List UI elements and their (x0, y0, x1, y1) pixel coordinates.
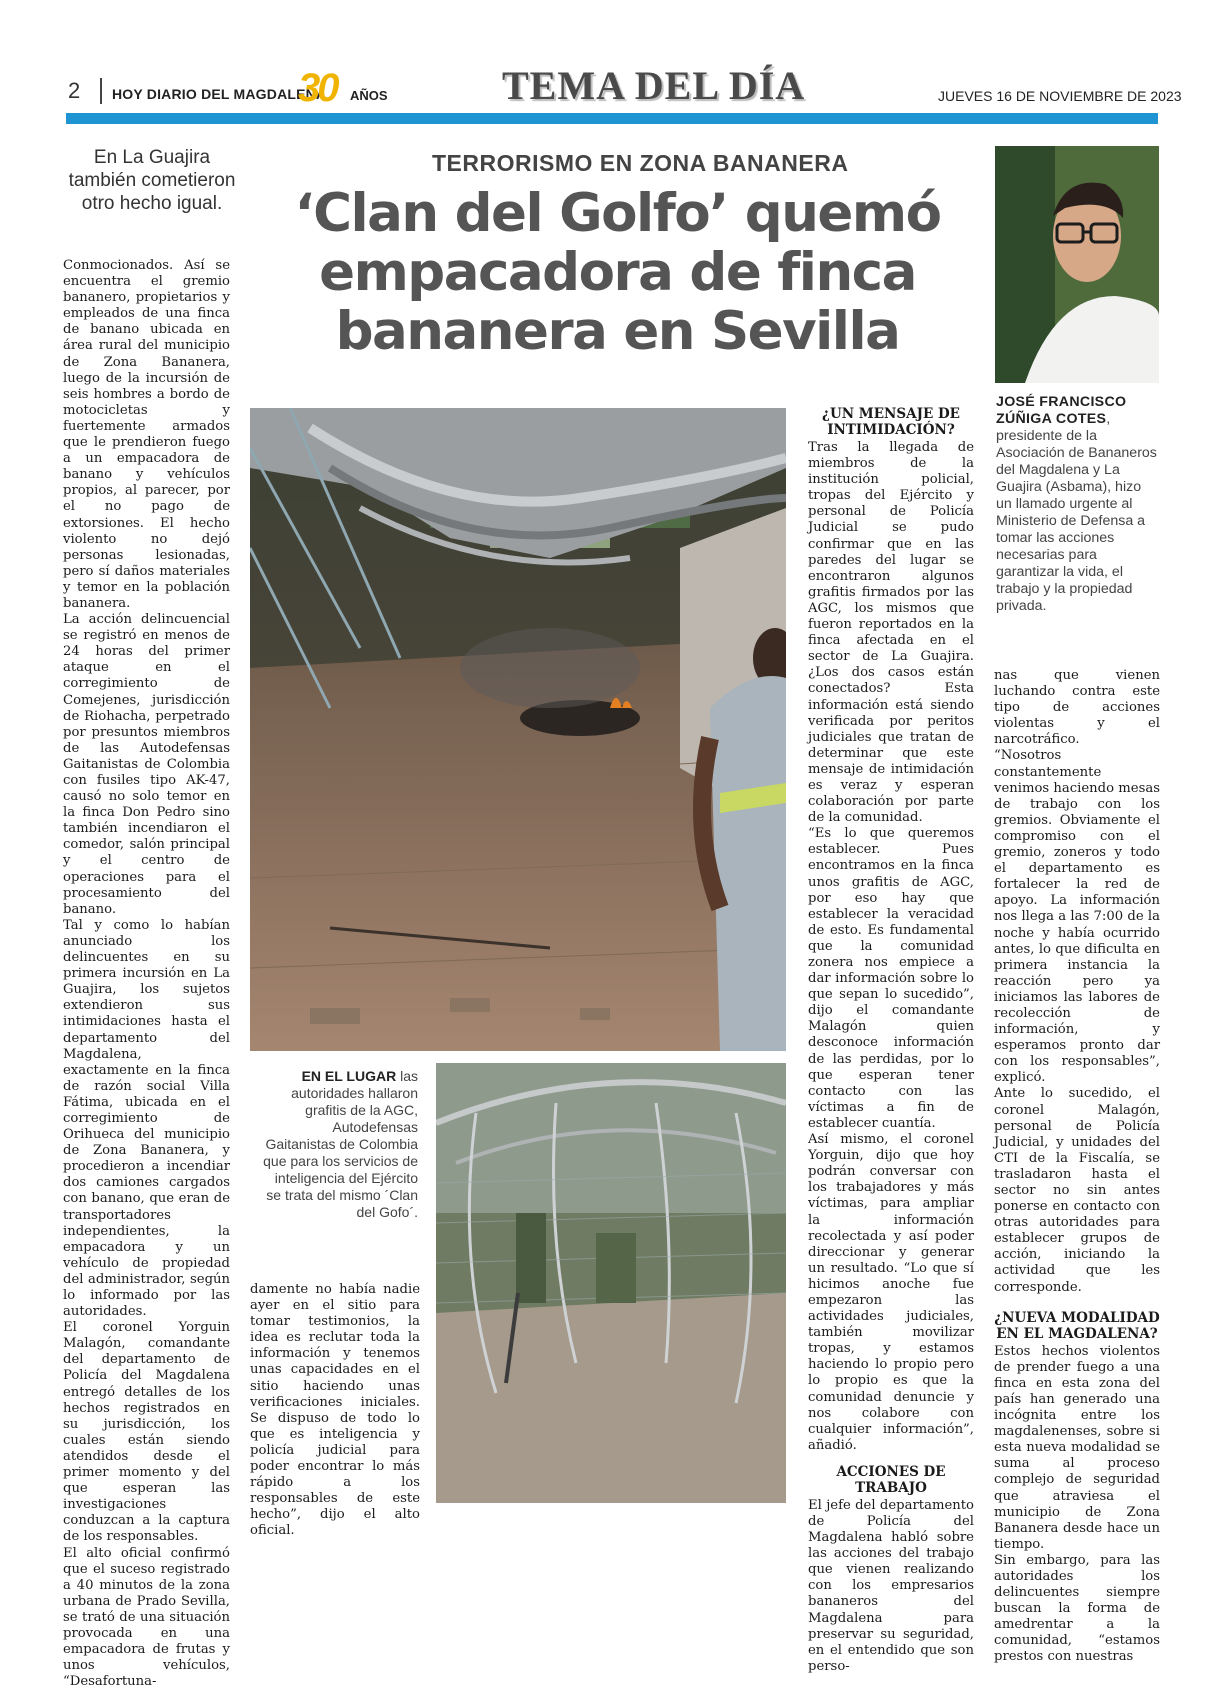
paragraph: La acción delincuencial se registró en menos de 24 horas del primer ataque en el corregimiento de Comejenes, jurisdicción de Riohacha, perpetrado por presuntos miembros de las Autodefensas Gaitanistas de Colombia con fusiles tipo AK-47, causó no solo temor en la finca Don Pedro sino también incendiaron el comedor, salón principal y el centro de operaciones para el procesamiento del banano. (63, 612, 230, 918)
anniversary-word: AÑOS (350, 88, 388, 103)
article-column-4 (994, 668, 1160, 1666)
paragraph: Ante lo sucedido, el coronel Malagón, personal de Policía Judicial, y unidades del CTI de la Fiscalía, se trasladaron hasta el sector no sin antes ponerse en contacto con otras autoridades para establecer grupos de acción, iniciando la actividad que les corresponde. (994, 1086, 1160, 1295)
paragraph: El coronel Yorguin Malagón, comandante del departamento de Policía del Magdalena entregó detalles de los hechos registrados en su jurisdicción, los cuales están siendo atendidos desde el primer momento y del que esperan las investigaciones conduzcan a la captura de los responsables. (63, 1320, 230, 1545)
paragraph: Tal y como lo habían anunciado los delincuentes en su primera incursión en La Guajira, los sujetos extendieron sus intimidaciones hasta el departamento del Magdalena, exactamente en la finca de razón social Villa Fátima, ubicada en el corregimiento de Orihueca del municipio de Zona Bananera, y procedieron a incendiar dos camiones cargados con banano, que eran de transportadores independientes, la empacadora y un vehículo de propiedad del administrador, según lo informado por las autoridades. (63, 918, 230, 1320)
paragraph: “Es lo que queremos establecer. Pues encontramos en la finca unos grafitis de AGC, por eso hay que establecer la veracidad de esto. Es fundamental que la comunidad zonera nos empiece a dar información sobre lo que sepan lo sucedido”, dijo el comandante Malagón quien desconoce información de las perdidas, por lo que esperan tener contacto con las víctimas a fin de establecer cuantía. (808, 826, 974, 1132)
burned-packing-shed-photo (250, 408, 786, 1051)
person-description: , presidente de la Asociación de Bananeros del Magdalena y La Guajira (Asbama), hizo un llamado urgente al Ministerio de Defensa a tomar las acciones necesarias para garantizar la vida, el trabajo y la propiedad privada. (996, 411, 1157, 614)
article-column-2 (250, 1282, 420, 1540)
paragraph: nas que vienen luchando contra este tipo de acciones violentas y el narcotráfico. (994, 668, 1160, 748)
subheading-work-actions: ACCIONES DE TRABAJO (808, 1464, 974, 1496)
header-divider (100, 78, 102, 104)
portrait-photo (995, 146, 1159, 383)
person-name: JOSÉ FRANCISCO ZÚÑIGA COTES (996, 394, 1126, 427)
paragraph: El alto oficial confirmó que el suceso registrado a 40 minutos de la zona urbana de Prado Sevilla, se trató de una situación provocada en una empacadora de frutas y unos vehículos, “Desafortuna- (63, 1546, 230, 1690)
paragraph: “Nosotros constantemente venimos haciendo mesas de trabajo con los gremios. Obviamente el compromiso con el gremio, zoneros y todo el departamento es fortalecer la red de apoyo. La información nos llega a las 7:00 de la noche y había ocurrido antes, lo que dificulta en primera instancia la reacción pero ya iniciamos las labores de recolección de información, y esperamos pronto dar con los responsables”, explicó. (994, 748, 1160, 1086)
article-column-1 (63, 258, 230, 1690)
paragraph: El jefe del departamento de Policía del Magdalena habló sobre las acciones del trabajo que vienen realizando con los empresarios bananeros del Magdalena para preservar su seguridad, en el entendido que son perso- (808, 1498, 974, 1675)
article-column-3 (808, 440, 974, 1675)
paragraph: Así mismo, el coronel Yorguin, dijo que hoy podrán conversar con los trabajadores y más víctimas, para ampliar la información recolectada y así poder direccionar y generar un resultado. “Lo que sí hicimos anoche fue empezaron las actividades judiciales, también movilizar tropas, y estamos haciendo lo propio pero lo propio es que la comunidad denuncie y nos colabore con cualquier información”, añadió. (808, 1132, 974, 1454)
subheading-intimidation: ¿UN MENSAJE DE INTIMIDACIÓN? (808, 406, 974, 438)
anniversary-logo: 30 (298, 66, 337, 111)
burned-shed-interior-photo (436, 1063, 786, 1503)
kicker: TERRORISMO EN ZONA BANANERA (432, 150, 848, 177)
portrait-caption (996, 394, 1160, 615)
paragraph: Sin embargo, para las autoridades los delincuentes siempre buscan la forma de amedrentar a la comunidad, “estamos prestos con nuestras (994, 1553, 1160, 1666)
paper-name: HOY DIARIO DEL MAGDALENA (112, 86, 326, 102)
photo-caption (262, 1068, 418, 1221)
pull-quote: En La Guajira también cometieron otro hecho igual. (66, 146, 238, 215)
header-rule (66, 113, 1158, 124)
paragraph: Estos hechos violentos de prender fuego a una finca en esta zona del país han generado una incógnita entre los magdalenenses, sobre si esta nueva modalidad se suma al proceso complejo de seguridad que atraviesa el municipio de Zona Bananera desde hace un tiempo. (994, 1344, 1160, 1553)
paragraph: damente no había nadie ayer en el sitio para tomar testimonios, la idea es reclutar toda la información y tenemos unas capacidades en el sitio haciendo unas verificaciones iniciales. Se dispuso de todo lo que es inteligencia y policía judicial para poder encontrar lo más rápido a los responsables de este hecho”, dijo el alto oficial. (250, 1282, 420, 1540)
paragraph: Conmocionados. Así se encuentra el gremio bananero, propietarios y empleados de una finca de banano ubicada en área rural del municipio de Zona Bananera, luego de la incursión de seis hombres a bordo de motocicletas y fuertemente armados que le prendieron fuego a un empacadora de banano y vehículos propios, al parecer, por el no pago de extorsiones. El hecho violento no dejó personas lesionadas, pero sí daños materiales y temor en la población bananera. (63, 258, 230, 612)
caption-lead: EN EL LUGAR (302, 1068, 397, 1084)
section-title: TEMA DEL DÍA (502, 62, 805, 109)
issue-date: JUEVES 16 DE NOVIEMBRE DE 2023 (938, 88, 1182, 104)
caption-text: las autoridades hallaron grafitis de la AGC, Autodefensas Gaitanistas de Colombia que para los servicios de inteligencia del Ejército se trata del mismo ´Clan del Gofo´. (263, 1068, 418, 1220)
page-number: 2 (68, 78, 80, 104)
subheading-new-modality: ¿NUEVA MODALIDAD EN EL MAGDALENA? (994, 1310, 1160, 1342)
headline: ‘Clan del Golfo’ quemó empacadora de finca bananera en Sevilla (250, 184, 985, 361)
paragraph: Tras la llegada de miembros de la institución policial, tropas del Ejército y personal de Policía Judicial se pudo confirmar que en las paredes del lugar se encontraron algunos grafitis firmados por las AGC, los mismos que fueron reportados en la finca afectada en el sector de La Guajira. ¿Los dos casos están conectados? Esta información está siendo verificada por peritos judiciales que tratan de determinar que este mensaje de intimidación es veraz y esperan colaboración por parte de la comunidad. (808, 440, 974, 826)
